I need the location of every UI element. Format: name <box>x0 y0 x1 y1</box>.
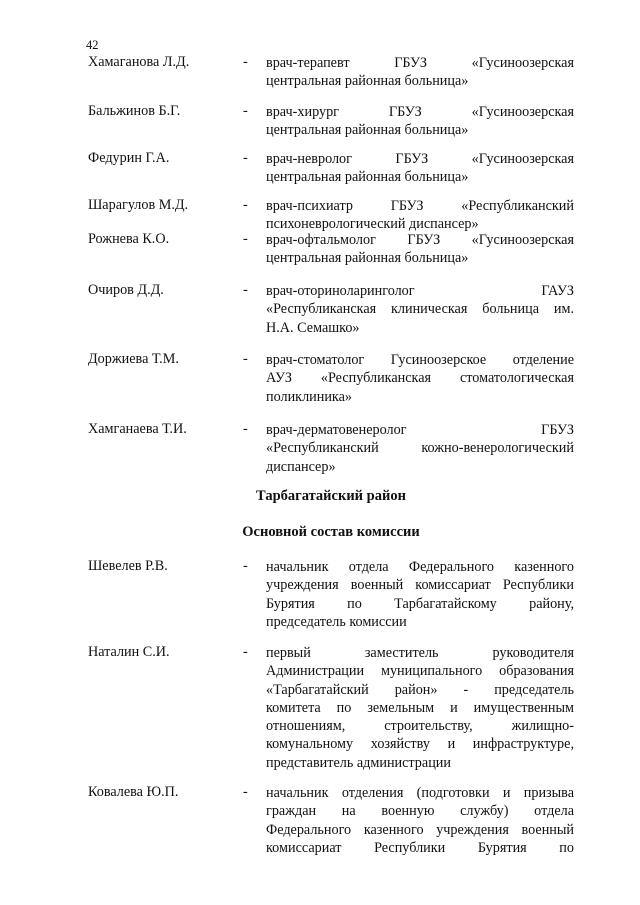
person-name: Наталин С.И. <box>88 644 170 660</box>
desc-line: центральная районная больница» <box>266 250 469 267</box>
person-name: Очиров Д.Д. <box>88 282 164 298</box>
desc-line: председатель комиссии <box>266 613 407 630</box>
desc-line: отношениям, строительству, жилищно- <box>266 718 574 735</box>
desc-line: Федерального казенного учреждения военный <box>266 821 574 838</box>
person-name: Федурин Г.А. <box>88 150 170 166</box>
desc-line: АУЗ «Республиканская стоматологическая <box>266 370 574 387</box>
desc-line: врач-стоматолог Гусиноозерское отделение <box>266 352 574 368</box>
desc-line: врач-дерматовенеролог ГБУЗ <box>266 422 574 438</box>
desc-line: «Республиканский кожно-венерологический <box>266 440 574 457</box>
desc-line: Н.А. Семашко» <box>266 319 360 336</box>
desc-line: Администрации муниципального образования <box>266 663 574 680</box>
person-name: Шевелев Р.В. <box>88 558 168 574</box>
section-heading: Основной состав комиссии <box>242 524 420 540</box>
dash-separator: - <box>243 150 248 166</box>
position-description <box>266 197 574 234</box>
desc-line: комиссариат Республики Бурятия по <box>266 839 574 856</box>
desc-line: врач-оториноларинголог ГАУЗ <box>266 283 574 299</box>
desc-line: врач-психиатр ГБУЗ «Республиканский <box>266 198 574 214</box>
desc-line: представитель администрации <box>266 754 451 771</box>
position-description <box>266 784 574 857</box>
desc-line: врач-офтальмолог ГБУЗ «Гусиноозерская <box>266 232 574 248</box>
position-description <box>266 351 574 406</box>
position-description <box>266 421 574 476</box>
position-description <box>266 54 574 91</box>
dash-separator: - <box>243 231 248 247</box>
position-description <box>266 644 574 772</box>
position-description <box>266 150 574 187</box>
position-description <box>266 231 574 268</box>
person-name: Бальжинов Б.Г. <box>88 103 181 119</box>
desc-line: центральная районная больница» <box>266 122 469 139</box>
person-name: Шарагулов М.Д. <box>88 197 189 213</box>
desc-line: начальник отделения (подготовки и призыва <box>266 785 574 801</box>
desc-line: «Тарбагатайский район» - председатель <box>266 681 574 698</box>
desc-line: центральная районная больница» <box>266 169 469 186</box>
desc-line: граждан на военную службу) отдела <box>266 803 574 820</box>
dash-separator: - <box>243 197 248 213</box>
desc-line: начальник отдела Федерального казенного <box>266 559 574 575</box>
desc-line: центральная районная больница» <box>266 73 469 90</box>
desc-line: психоневрологический диспансер» <box>266 216 479 233</box>
dash-separator: - <box>243 282 248 298</box>
district-heading: Тарбагатайский район <box>256 488 406 504</box>
position-description <box>266 558 574 631</box>
person-name: Рожнева К.О. <box>88 231 170 247</box>
desc-line: поликлиника» <box>266 388 352 405</box>
desc-line: первый заместитель руководителя <box>266 645 574 661</box>
person-name: Хамаганова Л.Д. <box>88 54 190 70</box>
desc-line: диспансер» <box>266 458 336 475</box>
position-description <box>266 282 574 337</box>
dash-separator: - <box>243 54 248 70</box>
dash-separator: - <box>243 644 248 660</box>
person-name: Доржиева Т.М. <box>88 351 179 367</box>
dash-separator: - <box>243 351 248 367</box>
position-description <box>266 103 574 140</box>
person-name: Ковалева Ю.П. <box>88 784 179 800</box>
desc-line: «Республиканская клиническая больница им. <box>266 301 574 318</box>
desc-line: комитета по земельным и имущественным <box>266 699 574 716</box>
dash-separator: - <box>243 558 248 574</box>
desc-line: комунальному хозяйству и инфраструктуре, <box>266 736 574 753</box>
dash-separator: - <box>243 103 248 119</box>
person-name: Хамганаева Т.И. <box>88 421 187 437</box>
desc-line: Бурятия по Тарбагатайскому району, <box>266 595 574 612</box>
page-number: 42 <box>86 38 99 52</box>
desc-line: учреждения военный комиссариат Республики <box>266 577 574 594</box>
dash-separator: - <box>243 784 248 800</box>
desc-line: врач-терапевт ГБУЗ «Гусиноозерская <box>266 55 574 71</box>
desc-line: врач-невролог ГБУЗ «Гусиноозерская <box>266 151 574 167</box>
desc-line: врач-хирург ГБУЗ «Гусиноозерская <box>266 104 574 120</box>
dash-separator: - <box>243 421 248 437</box>
